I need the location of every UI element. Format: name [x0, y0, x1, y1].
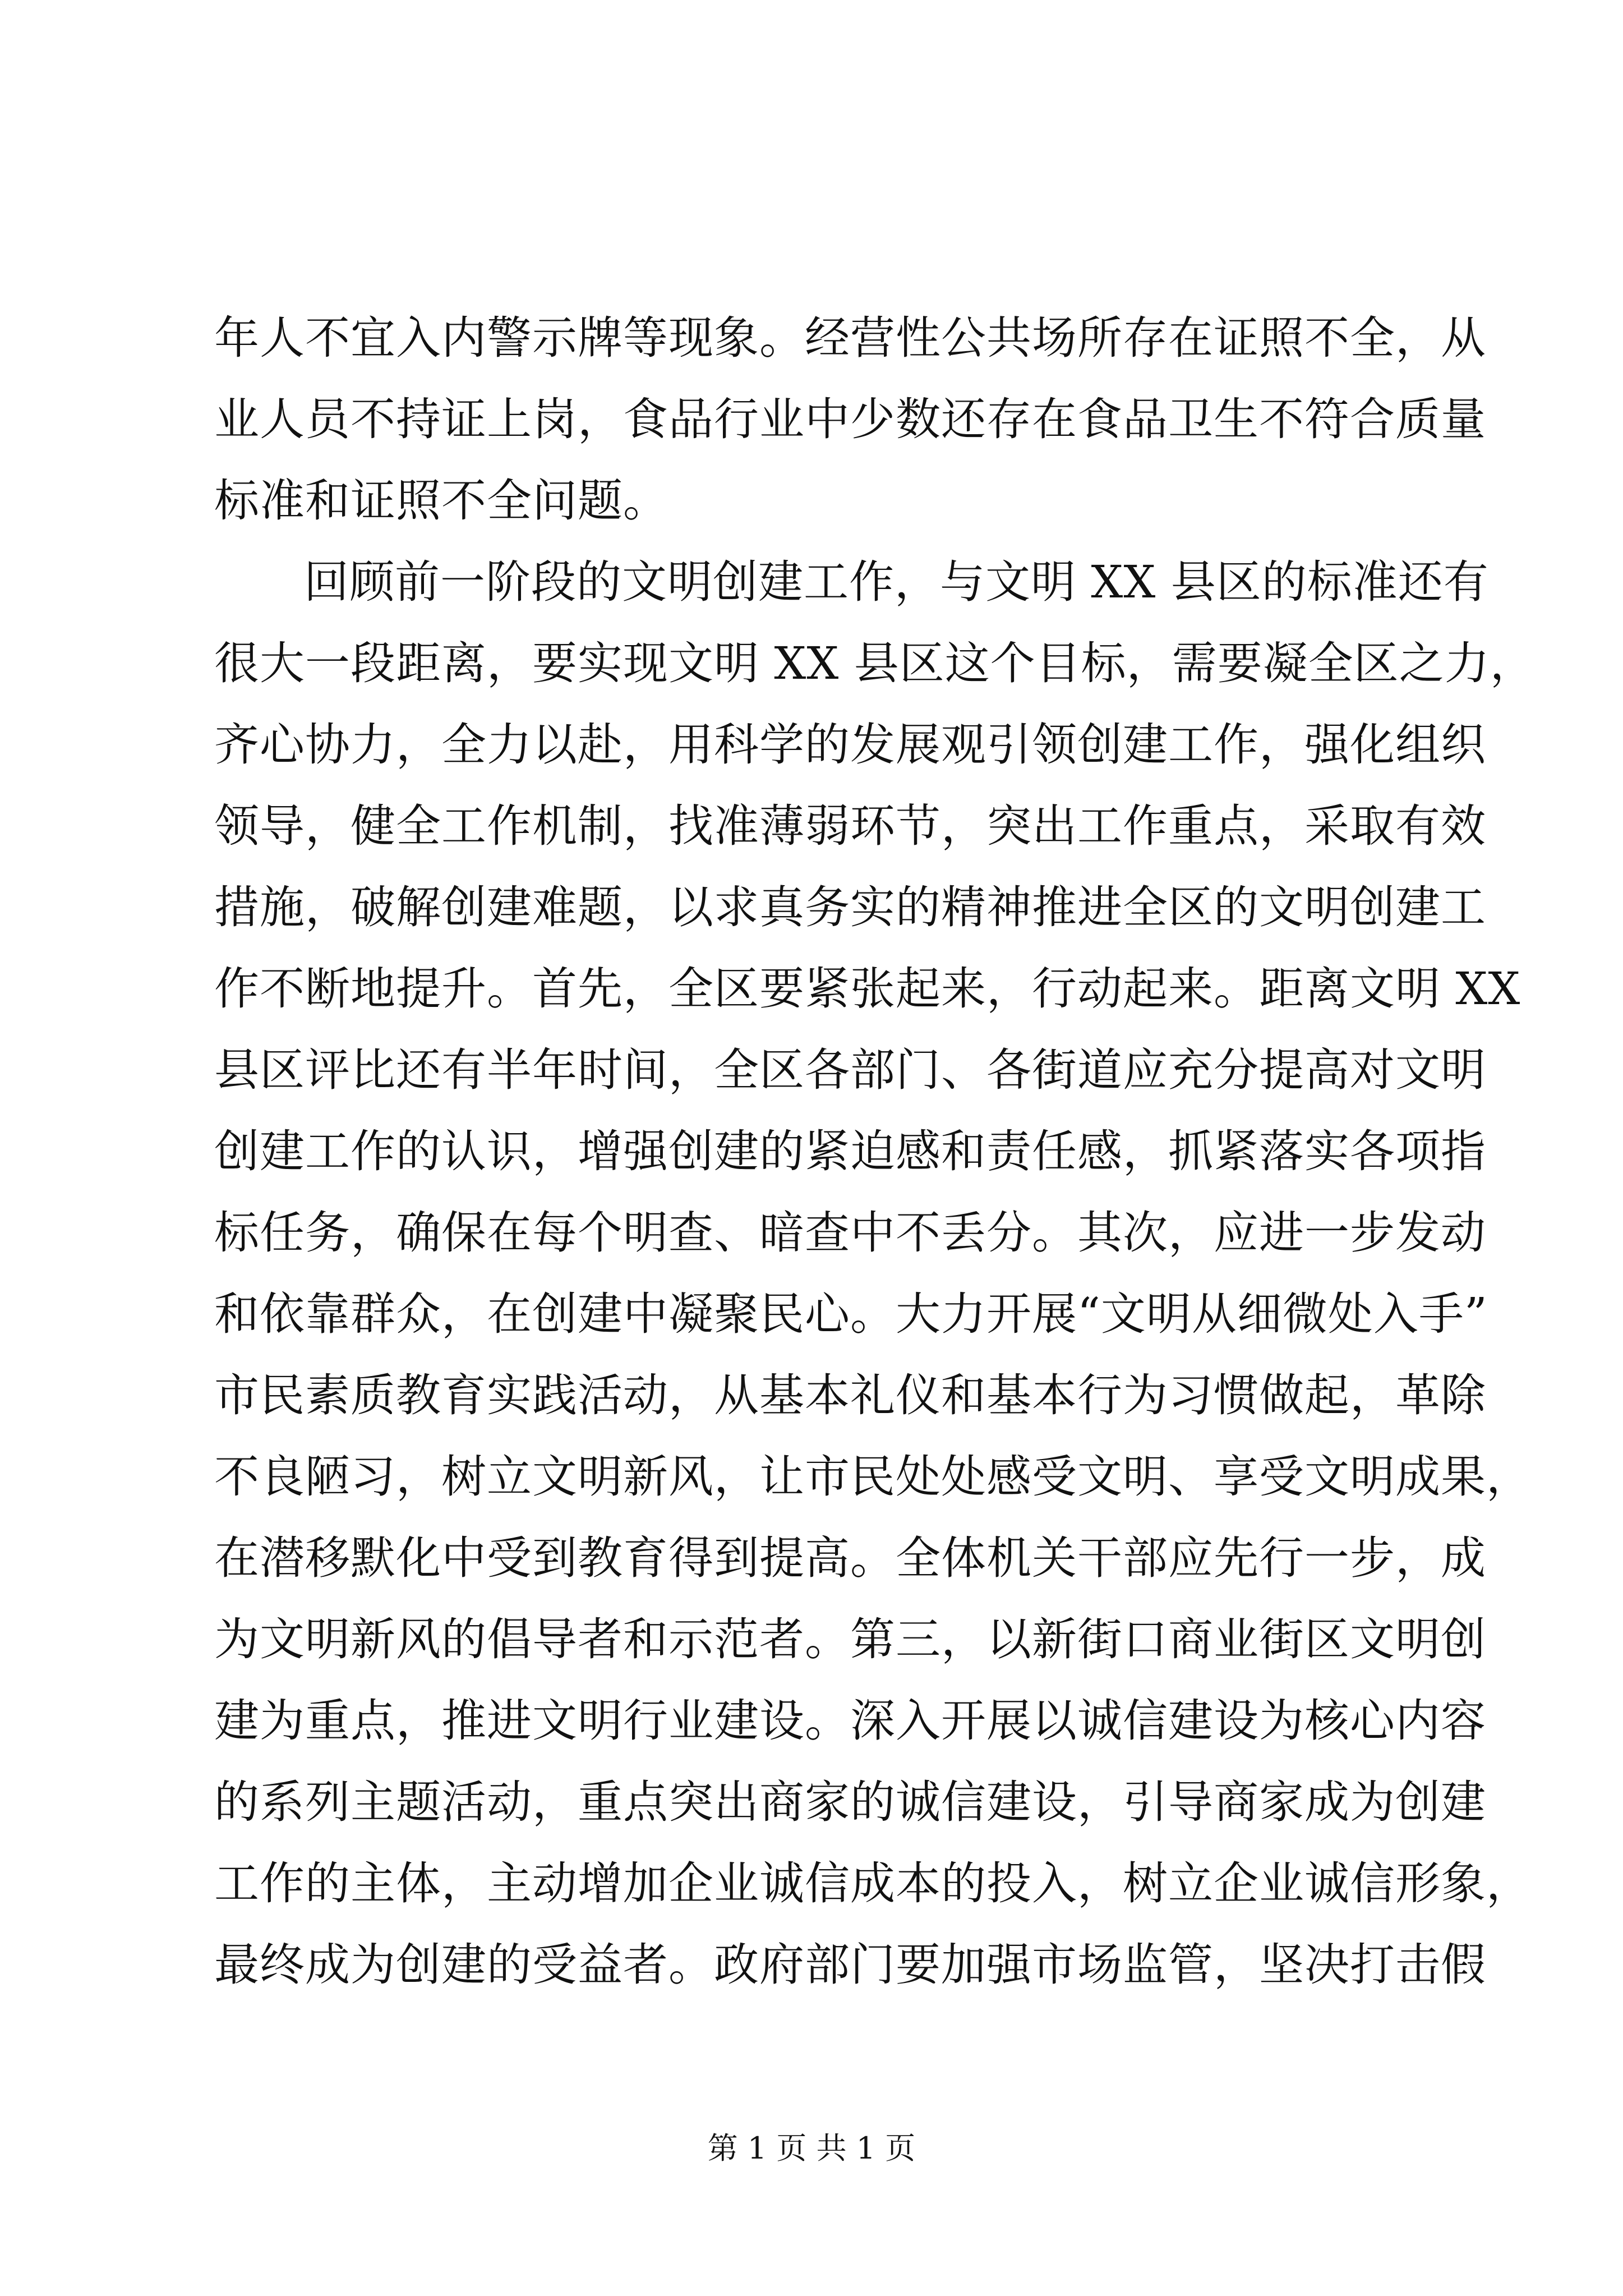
- text-line: 业人员不持证上岗，食品行业中少数还存在食品卫生不符合质量: [214, 393, 1486, 445]
- text-line: 建为重点，推进文明行业建设。深入开展以诚信建设为核心内容: [214, 1695, 1486, 1747]
- text-line: 领导，健全工作机制，找准薄弱环节，突出工作重点，采取有效: [214, 800, 1486, 852]
- text-line: 市民素质教育实践活动，从基本礼仪和基本行为习惯做起，革除: [214, 1369, 1486, 1421]
- text-line: 措施，破解创建难题，以求真务实的精神推进全区的文明创建工: [214, 881, 1486, 933]
- text-line: 最终成为创建的受益者。政府部门要加强市场监管，坚决打击假: [214, 1939, 1486, 1991]
- page-footer: 第 1 页 共 1 页: [707, 2131, 916, 2166]
- text-line: 齐心协力，全力以赴，用科学的发展观引领创建工作，强化组织: [214, 719, 1486, 771]
- text-line: 为文明新风的倡导者和示范者。第三，以新街口商业街区文明创: [214, 1613, 1486, 1665]
- text-line: 标准和证照不全问题。: [214, 475, 668, 527]
- text-line: 很大一段距离，要实现文明 XX 县区这个目标，需要凝全区之力，: [214, 637, 1536, 689]
- text-line: 创建工作的认识，增强创建的紧迫感和责任感，抓紧落实各项指: [214, 1125, 1486, 1177]
- text-line: 标任务，确保在每个明查、暗查中不丢分。其次，应进一步发动: [214, 1207, 1486, 1259]
- text-line: 不良陋习，树立文明新风，让市民处处感受文明、享受文明成果，: [214, 1451, 1532, 1503]
- text-line: 和依靠群众，在创建中凝聚民心。大力开展“文明从细微处入手”: [214, 1288, 1488, 1340]
- paragraph-first-line: 回顾前一阶段的文明创建工作，与文明 XX 县区的标准还有: [304, 556, 1489, 608]
- text-line: 作不断地提升。首先，全区要紧张起来，行动起来。距离文明 XX: [214, 963, 1521, 1015]
- text-line: 的系列主题活动，重点突出商家的诚信建设，引导商家成为创建: [214, 1776, 1486, 1828]
- text-line: 在潜移默化中受到教育得到提高。全体机关干部应先行一步，成: [214, 1532, 1486, 1584]
- text-line: 年人不宜入内警示牌等现象。经营性公共场所存在证照不全，从: [214, 312, 1486, 364]
- text-line: 县区评比还有半年时间，全区各部门、各街道应充分提高对文明: [214, 1044, 1486, 1096]
- text-line: 工作的主体，主动增加企业诚信成本的投入，树立企业诚信形象，: [214, 1857, 1532, 1910]
